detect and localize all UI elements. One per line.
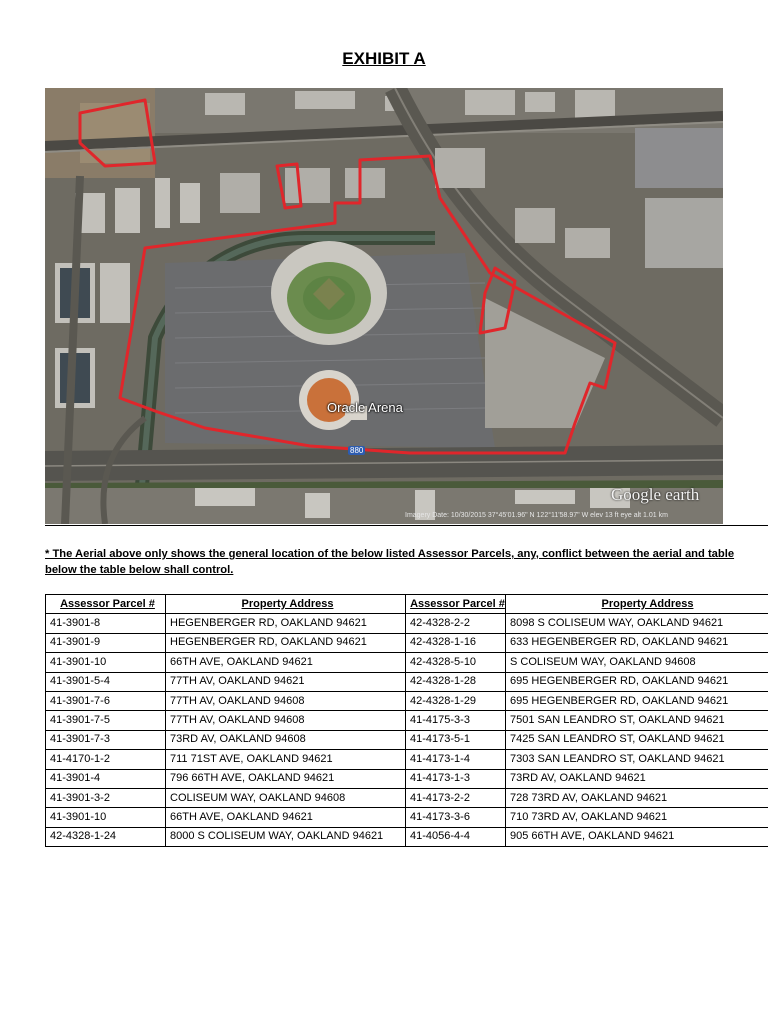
address-cell: 711 71ST AVE, OAKLAND 94621 bbox=[166, 750, 406, 769]
table-row bbox=[46, 691, 768, 710]
oracle-arena-label: Oracle Arena bbox=[327, 400, 403, 415]
parcel-cell: 41-4173-3-6 bbox=[406, 808, 506, 827]
imagery-caption: Imagery Date: 10/30/2015 37°45'01.96" N 122°11'58.97" W elev 13 ft eye alt 1.01 km bbox=[405, 512, 668, 519]
parcel-cell: 41-3901-4 bbox=[46, 769, 166, 788]
address-cell: 8098 S COLISEUM WAY, OAKLAND 94621 bbox=[506, 614, 768, 633]
parcel-cell: 41-3901-7-6 bbox=[46, 691, 166, 710]
table-row bbox=[46, 614, 768, 633]
parcel-cell: 41-3901-10 bbox=[46, 808, 166, 827]
parcel-cell: 41-3901-9 bbox=[46, 633, 166, 652]
parcel-cell: 41-3901-7-5 bbox=[46, 711, 166, 730]
table-row bbox=[46, 788, 768, 807]
address-cell: 728 73RD AV, OAKLAND 94621 bbox=[506, 788, 768, 807]
highway-shield: 880 bbox=[350, 446, 364, 455]
address-cell: 77TH AV, OAKLAND 94608 bbox=[166, 711, 406, 730]
address-cell: 8000 S COLISEUM WAY, OAKLAND 94621 bbox=[166, 827, 406, 846]
table-row bbox=[46, 808, 768, 827]
parcel-cell: 41-4173-2-2 bbox=[406, 788, 506, 807]
parcel-cell: 41-3901-7-3 bbox=[46, 730, 166, 749]
header-address: Property Address bbox=[166, 595, 406, 614]
address-cell: 633 HEGENBERGER RD, OAKLAND 94621 bbox=[506, 633, 768, 652]
parcel-cell: 41-3901-10 bbox=[46, 653, 166, 672]
parcel-cell: 41-3901-5-4 bbox=[46, 672, 166, 691]
address-cell: HEGENBERGER RD, OAKLAND 94621 bbox=[166, 614, 406, 633]
parcel-cell: 42-4328-1-28 bbox=[406, 672, 506, 691]
address-cell: 7425 SAN LEANDRO ST, OAKLAND 94621 bbox=[506, 730, 768, 749]
table-header-row bbox=[46, 595, 768, 614]
header-parcel: Assessor Parcel # bbox=[46, 595, 166, 614]
address-cell: 7501 SAN LEANDRO ST, OAKLAND 94621 bbox=[506, 711, 768, 730]
address-cell: S COLISEUM WAY, OAKLAND 94608 bbox=[506, 653, 768, 672]
aerial-photo bbox=[45, 88, 723, 524]
parcel-cell: 41-4170-1-2 bbox=[46, 750, 166, 769]
address-cell: 66TH AVE, OAKLAND 94621 bbox=[166, 808, 406, 827]
parcel-cell: 42-4328-1-29 bbox=[406, 691, 506, 710]
disclaimer-note: * The Aerial above only shows the general location of the below listed Assessor Parcels, any, conflict between the aerial and table below the table below shall control. bbox=[45, 548, 735, 576]
parcel-table bbox=[45, 594, 768, 847]
address-cell: 905 66TH AVE, OAKLAND 94621 bbox=[506, 827, 768, 846]
parcel-cell: 41-4173-5-1 bbox=[406, 730, 506, 749]
google-earth-watermark: Google earth bbox=[611, 485, 700, 504]
address-cell: 710 73RD AV, OAKLAND 94621 bbox=[506, 808, 768, 827]
parcel-cell: 42-4328-2-2 bbox=[406, 614, 506, 633]
table-row bbox=[46, 827, 768, 846]
parcel-cell: 42-4328-1-24 bbox=[46, 827, 166, 846]
address-cell: 7303 SAN LEANDRO ST, OAKLAND 94621 bbox=[506, 750, 768, 769]
table-row bbox=[46, 750, 768, 769]
parcel-cell: 41-3901-8 bbox=[46, 614, 166, 633]
address-cell: 796 66TH AVE, OAKLAND 94621 bbox=[166, 769, 406, 788]
address-cell: 77TH AV, OAKLAND 94621 bbox=[166, 672, 406, 691]
address-cell: 77TH AV, OAKLAND 94608 bbox=[166, 691, 406, 710]
parcel-cell: 41-3901-3-2 bbox=[46, 788, 166, 807]
aerial-divider bbox=[45, 525, 768, 526]
address-cell: 695 HEGENBERGER RD, OAKLAND 94621 bbox=[506, 672, 768, 691]
address-cell: 66TH AVE, OAKLAND 94621 bbox=[166, 653, 406, 672]
exhibit-title: EXHIBIT A bbox=[342, 49, 426, 68]
table-row bbox=[46, 653, 768, 672]
table-row bbox=[46, 730, 768, 749]
header-parcel: Assessor Parcel # bbox=[406, 595, 506, 614]
parcel-cell: 42-4328-5-10 bbox=[406, 653, 506, 672]
parcel-cell: 42-4328-1-16 bbox=[406, 633, 506, 652]
table-row bbox=[46, 672, 768, 691]
header-address: Property Address bbox=[506, 595, 768, 614]
table-row bbox=[46, 711, 768, 730]
table-row bbox=[46, 633, 768, 652]
parcel-cell: 41-4175-3-3 bbox=[406, 711, 506, 730]
address-cell: HEGENBERGER RD, OAKLAND 94621 bbox=[166, 633, 406, 652]
address-cell: 695 HEGENBERGER RD, OAKLAND 94621 bbox=[506, 691, 768, 710]
table-row bbox=[46, 769, 768, 788]
parcel-cell: 41-4173-1-4 bbox=[406, 750, 506, 769]
address-cell: COLISEUM WAY, OAKLAND 94608 bbox=[166, 788, 406, 807]
parcel-cell: 41-4056-4-4 bbox=[406, 827, 506, 846]
address-cell: 73RD AV, OAKLAND 94621 bbox=[506, 769, 768, 788]
address-cell: 73RD AV, OAKLAND 94608 bbox=[166, 730, 406, 749]
parcel-cell: 41-4173-1-3 bbox=[406, 769, 506, 788]
